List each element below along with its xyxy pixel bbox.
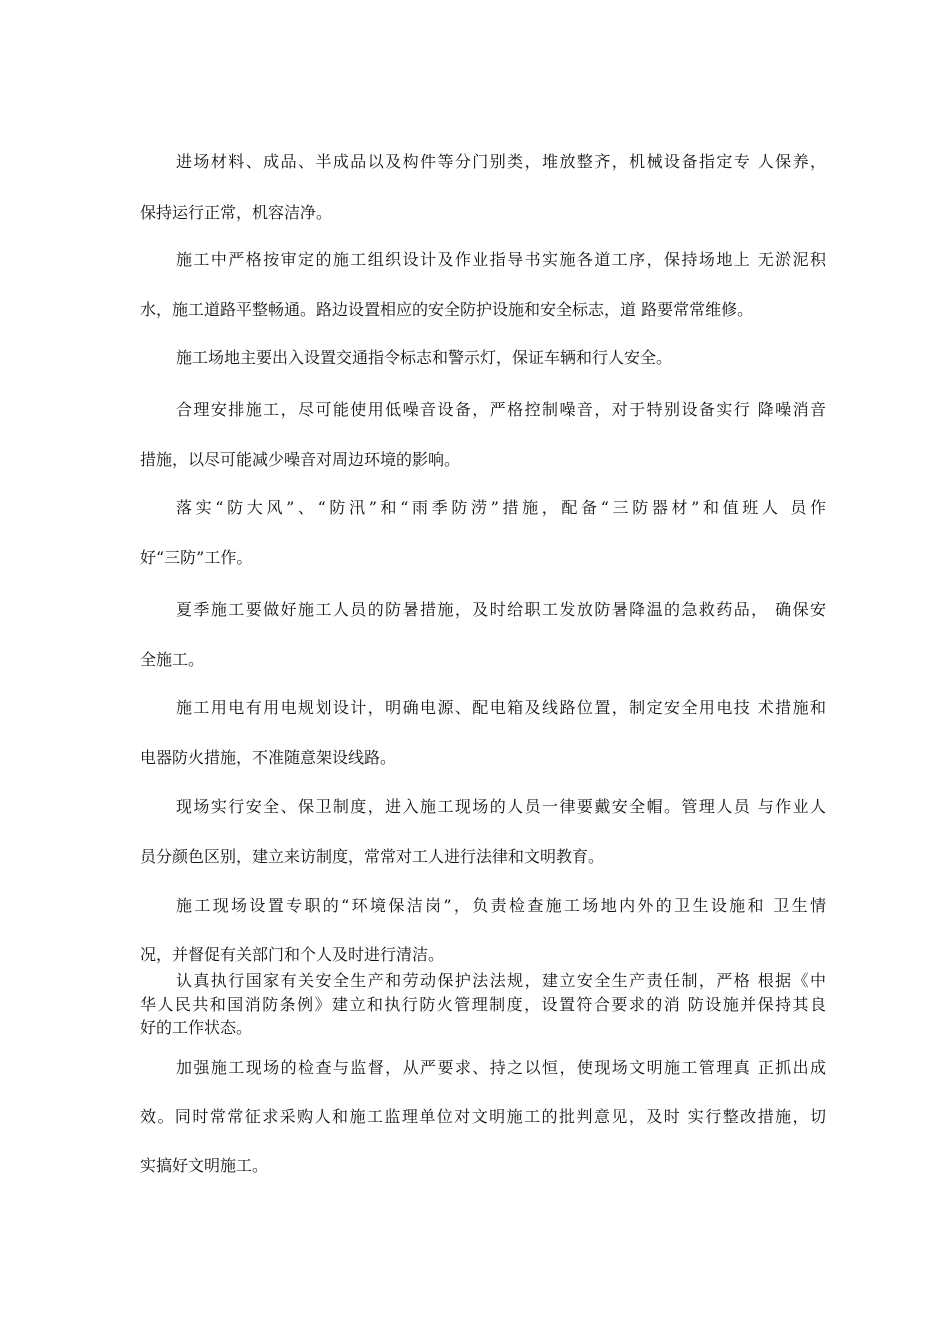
paragraph-8-line-2: 员分颜色区别，建立来访制度，常常对工人进行法律和文明教育。: [140, 847, 605, 866]
paragraph-4-line-1: 合理安排施工，尽可能使用低噪音设备，严格控制噪音，对于特别设备实行 降噪消音: [176, 400, 826, 419]
paragraph-10-line-3: 好的工作状态。: [140, 1018, 253, 1037]
paragraph-11-line-1: 加强施工现场的检查与监督，从严要求、持之以恒，使现场文明施工管理真 正抓出成: [176, 1058, 826, 1077]
paragraph-9-line-2: 况，并督促有关部门和个人及时进行清洁。: [140, 945, 445, 964]
paragraph-7-line-2: 电器防火措施，不准随意架设线路。: [140, 748, 397, 767]
paragraph-1-line-2: 保持运行正常，机容洁净。: [140, 203, 333, 222]
paragraph-10-line-1: 认真执行国家有关安全生产和劳动保护法法规，建立安全生产责任制，严格 根据《中: [176, 971, 826, 990]
paragraph-7-line-1: 施工用电有用电规划设计，明确电源、配电箱及线路位置，制定安全用电技 术措施和: [176, 698, 826, 717]
paragraph-3-line-1: 施工场地主要出入设置交通指令标志和警示灯，保证车辆和行人安全。: [176, 348, 673, 367]
paragraph-2-line-2: 水，施工道路平整畅通。路边设置相应的安全防护设施和安全标志，道 路要常常维修。: [140, 300, 754, 319]
paragraph-5-line-2: 好“三防”工作。: [140, 548, 253, 567]
paragraph-8-line-1: 现场实行安全、保卫制度，进入施工现场的人员一律要戴安全帽。管理人员 与作业人: [176, 797, 826, 816]
paragraph-6-line-2: 全施工。: [140, 650, 205, 669]
paragraph-6-line-1: 夏季施工要做好施工人员的防暑措施，及时给职工发放防暑降温的急救药品， 确保安: [176, 600, 826, 619]
paragraph-11-line-2: 效。同时常常征求采购人和施工监理单位对文明施工的批判意见，及时 实行整改措施，切: [140, 1107, 826, 1126]
paragraph-9-line-1: 施工现场设置专职的“环境保洁岗”，负责检查施工场地内外的卫生设施和 卫生情: [176, 896, 826, 915]
paragraph-5-line-1: 落实“防大风”、“防汛”和“雨季防涝”措施，配备“三防器材”和值班人 员作: [176, 498, 826, 517]
paragraph-11-line-3: 实搞好文明施工。: [140, 1156, 269, 1175]
paragraph-10-line-2: 华人民共和国消防条例》建立和执行防火管理制度，设置符合要求的消 防设施并保持其良: [140, 995, 826, 1014]
paragraph-4-line-2: 措施，以尽可能减少噪音对周边环境的影响。: [140, 450, 461, 469]
paragraph-2-line-1: 施工中严格按审定的施工组织设计及作业指导书实施各道工序，保持场地上 无淤泥积: [176, 250, 826, 269]
paragraph-1-line-1: 进场材料、成品、半成品以及构件等分门别类，堆放整齐，机械设备指定专 人保养，: [176, 152, 826, 171]
